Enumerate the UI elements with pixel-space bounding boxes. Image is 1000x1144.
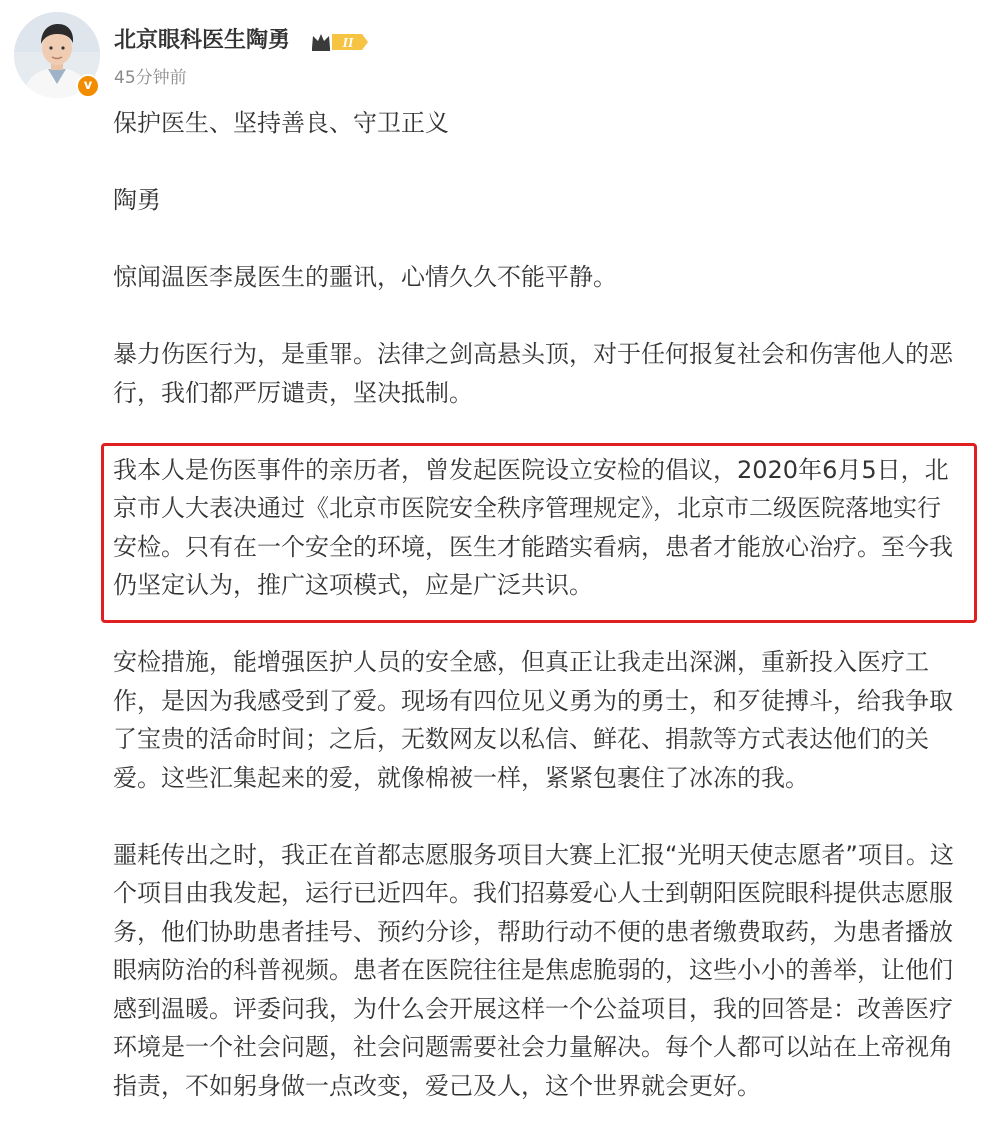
paragraph-title: 保护医生、坚持善良、守卫正义 xyxy=(113,109,449,137)
post-header xyxy=(14,12,974,102)
paragraph-news: 惊闻温医李晟医生的噩讯，心情久久不能平静。 xyxy=(113,263,617,291)
highlighted-paragraph xyxy=(113,451,963,605)
crown-level-badge-icon[interactable] xyxy=(310,30,370,54)
paragraph-love: 安检措施，能增强医护人员的安全感，但真正让我走出深渊，重新投入医疗工作，是因为我感受到了爱。现场有四位见义勇为的勇士，和歹徒搏斗，给我争取了宝贵的活命时间；之后，无数网友以私信、鲜花、捐款等方式表达他们的关爱。这些汇集起来的爱，就像棉被一样，紧紧包裹住了冰冻的我。 xyxy=(113,648,953,792)
paragraph-security-check: 我本人是伤医事件的亲历者，曾发起医院设立安检的倡议，2020年6月5日，北京市人大表决通过《北京市医院安全秩序管理规定》，北京市二级医院落地实行安检。只有在一个安全的环境，医生才能踏实看病，患者才能放心治疗。至今我仍坚定认为，推广这项模式，应是广泛共识。 xyxy=(113,455,953,599)
paragraph-condemnation: 暴力伤医行为，是重罪。法律之剑高悬头顶，对于任何报复社会和伤害他人的恶行，我们都严厉谴责，坚决抵制。 xyxy=(113,340,953,407)
paragraph-volunteer-project: 噩耗传出之时，我正在首都志愿服务项目大赛上汇报“光明天使志愿者”项目。这个项目由我发起，运行已近四年。我们招募爱心人士到朝阳医院眼科提供志愿服务，他们协助患者挂号、预约分诊，帮助行动不便的患者缴费取药，为患者播放眼病防治的科普视频。患者在医院往往是焦虑脆弱的，这些小小的善举，让他们感到温暖。评委问我，为什么会开展这样一个公益项目，我的回答是：改善医疗环境是一个社会问题，社会问题需要社会力量解决。每个人都可以站在上帝视角指责，不如躬身做一点改变，爱己及人，这个世界就会更好。 xyxy=(113,840,954,1100)
verified-letter: v xyxy=(83,78,93,93)
level-label: II xyxy=(342,36,354,51)
author-name[interactable]: 北京眼科医生陶勇 xyxy=(114,28,291,53)
verified-v-icon xyxy=(76,74,100,98)
post-content xyxy=(113,104,963,1144)
post-time[interactable]: 45分钟前 xyxy=(114,68,187,88)
paragraph-signature: 陶勇 xyxy=(113,186,161,214)
